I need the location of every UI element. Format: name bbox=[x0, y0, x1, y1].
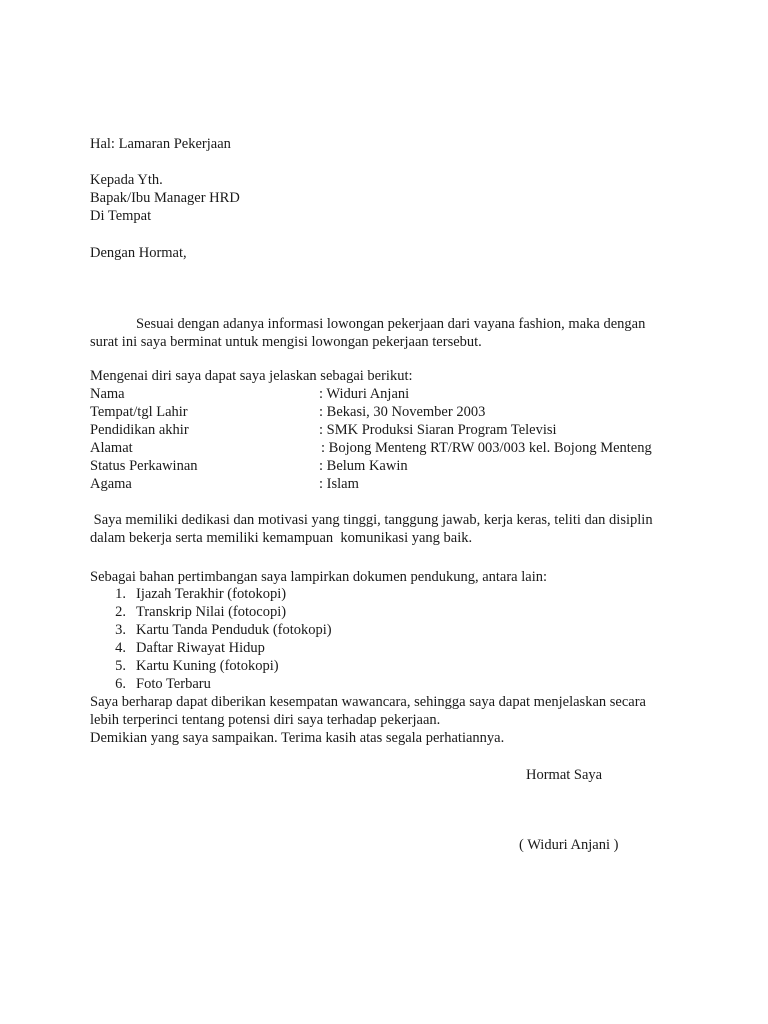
detail-key: Tempat/tgl Lahir bbox=[90, 404, 188, 420]
detail-value: : Belum Kawin bbox=[319, 458, 408, 474]
detail-value: : SMK Produksi Siaran Program Televisi bbox=[319, 422, 557, 438]
detail-row-education bbox=[90, 421, 710, 439]
recipient-line-2: Bapak/Ibu Manager HRD bbox=[90, 190, 240, 206]
detail-key: Nama bbox=[90, 386, 125, 402]
detail-value: : Bojong Menteng RT/RW 003/003 kel. Bojong Menteng bbox=[321, 440, 652, 456]
greeting: Dengan Hormat, bbox=[90, 245, 187, 261]
personal-details bbox=[90, 385, 710, 493]
detail-row-address bbox=[90, 439, 710, 457]
details-heading: Mengenai diri saya dapat saya jelaskan sebagai berikut: bbox=[90, 368, 413, 384]
detail-value: : Bekasi, 30 November 2003 bbox=[319, 404, 486, 420]
list-item: 3. Kartu Tanda Penduduk (fotokopi) bbox=[115, 622, 332, 638]
list-item: 1. Ijazah Terakhir (fotokopi) bbox=[115, 586, 287, 602]
attachments-list bbox=[90, 585, 332, 693]
detail-key: Agama bbox=[90, 476, 132, 492]
list-item: 4. Daftar Riwayat Hidup bbox=[115, 640, 265, 656]
closing-line-1: Saya berharap dapat diberikan kesempatan wawancara, sehingga saya dapat menjelaskan secara bbox=[90, 694, 646, 710]
list-item: 2. Transkrip Nilai (fotocopi) bbox=[115, 604, 287, 620]
letter-subject: Hal: Lamaran Pekerjaan bbox=[90, 136, 231, 152]
signature-name: ( Widuri Anjani ) bbox=[519, 837, 619, 853]
qualities-line-2: dalam bekerja serta memiliki kemampuan komunikasi yang baik. bbox=[90, 530, 473, 546]
detail-row-marital bbox=[90, 457, 710, 475]
recipient-line-1: Kepada Yth. bbox=[90, 172, 163, 188]
attachments-heading: Sebagai bahan pertimbangan saya lampirkan dokumen pendukung, antara lain: bbox=[90, 569, 548, 585]
list-item: 5. Kartu Kuning (fotokopi) bbox=[115, 658, 279, 674]
detail-key: Status Perkawinan bbox=[90, 458, 198, 474]
qualities-paragraph bbox=[90, 511, 680, 547]
closing-line-2: lebih terperinci tentang potensi diri saya terhadap pekerjaan. bbox=[90, 712, 441, 728]
detail-row-birth bbox=[90, 403, 710, 421]
qualities-line-1: Saya memiliki dedikasi dan motivasi yang tinggi, tanggung jawab, kerja keras, teliti dan disiplin bbox=[90, 512, 653, 528]
list-item: 6. Foto Terbaru bbox=[115, 676, 211, 692]
detail-key: Alamat bbox=[90, 440, 133, 456]
recipient-line-3: Di Tempat bbox=[90, 208, 152, 224]
detail-value: : Widuri Anjani bbox=[319, 386, 410, 402]
detail-key: Pendidikan akhir bbox=[90, 422, 189, 438]
intro-paragraph bbox=[90, 315, 680, 351]
detail-value: : Islam bbox=[319, 476, 359, 492]
closing-line-3: Demikian yang saya sampaikan. Terima kasih atas segala perhatiannya. bbox=[90, 730, 505, 746]
intro-line-2: surat ini saya berminat untuk mengisi lowongan pekerjaan tersebut. bbox=[90, 334, 482, 350]
detail-row-religion bbox=[90, 475, 710, 493]
intro-line-1: Sesuai dengan adanya informasi lowongan pekerjaan dari vayana fashion, maka dengan bbox=[136, 316, 646, 332]
detail-row-nama bbox=[90, 385, 710, 403]
signoff: Hormat Saya bbox=[526, 767, 603, 783]
